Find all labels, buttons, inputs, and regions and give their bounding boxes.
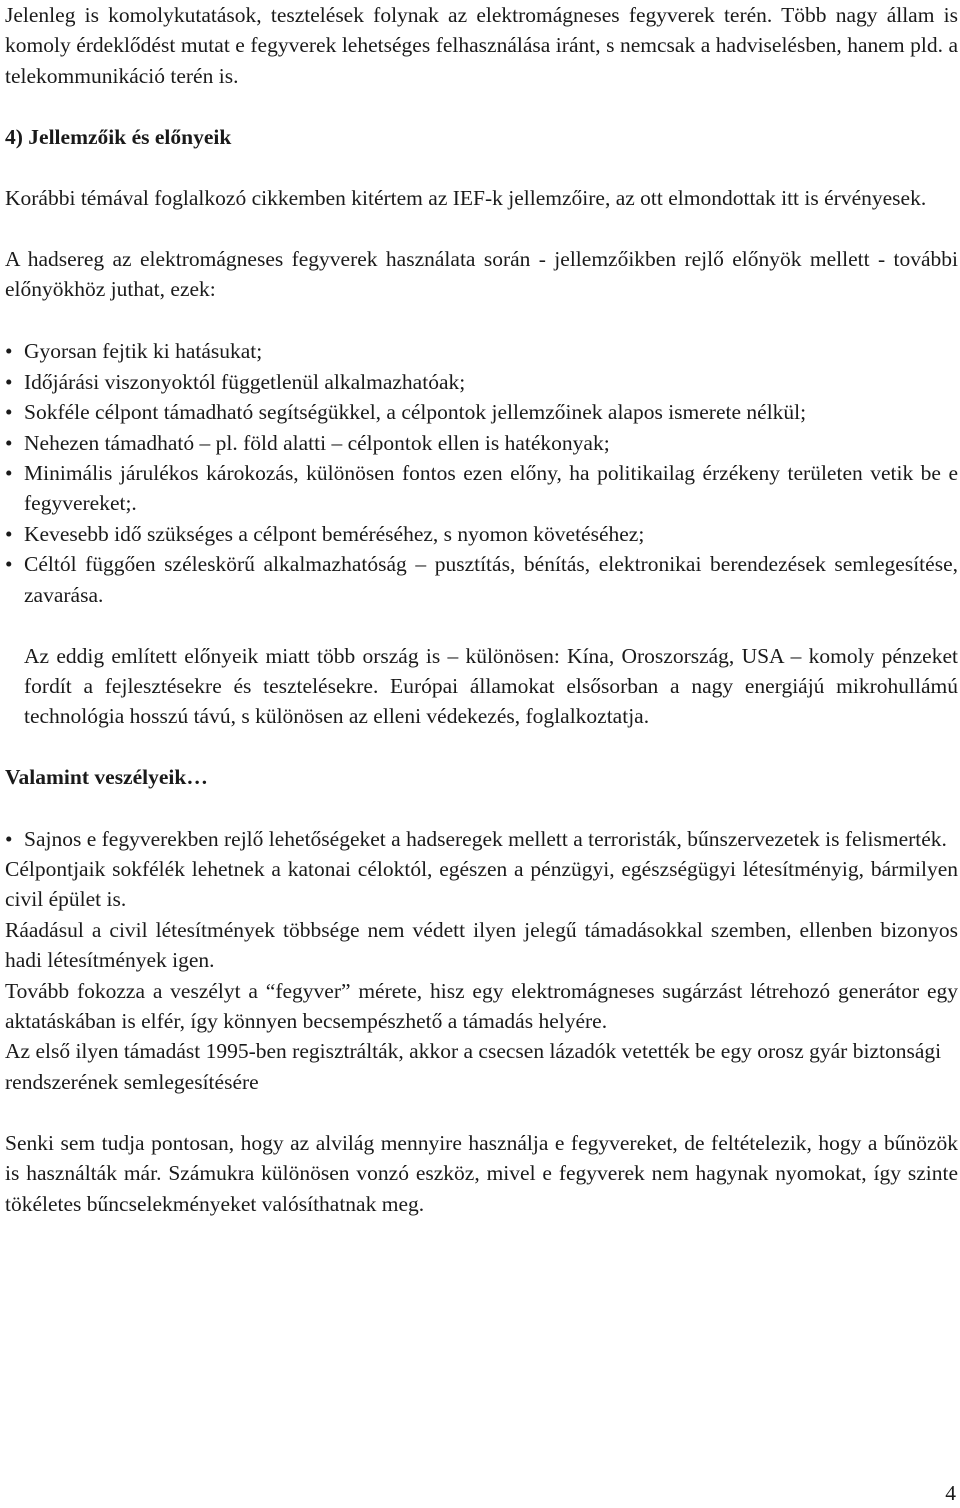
list-item-text: Időjárási viszonyoktól függetlenül alkalmazhatóak; <box>24 369 466 394</box>
section-heading-advantages: 4) Jellemzőik és előnyeik <box>5 124 232 149</box>
bullet-icon: • <box>5 369 13 394</box>
list-item-text: Kevesebb idő szükséges a célpont beméréséhez, s nyomon követéséhez; <box>24 521 645 546</box>
list-item-text: Sajnos e fegyverekben rejlő lehetőségeket a hadseregek mellett a terroristák, bűnszervezetek is felismerték. <box>24 826 947 851</box>
list-item-text: Minimális járulékos károkozás, különösen fontos ezen előny, ha politikailag érzékeny területen vetik be e fegyvereket;. <box>24 460 958 516</box>
bullet-icon: • <box>5 521 13 546</box>
document-page <box>5 0 958 1219</box>
list-item <box>5 336 958 366</box>
list-item-text: Céltól függően széleskörű alkalmazhatóság – pusztítás, bénítás, elektronikai berendezések semlegesítése, zavarása. <box>24 552 958 607</box>
list-item <box>5 519 958 549</box>
list-item-text: Sokféle célpont támadható segítségükkel, a célpontok jellemzőinek alapos ismerete nélkül; <box>24 400 807 425</box>
bullet-icon: • <box>5 552 13 577</box>
closing-paragraph: Senki sem tudja pontosan, hogy az alvilág mennyire használja e fegyvereket, de feltételezik, hogy a bűnözök is használták már. Számukra különösen vonzó eszköz, mivel e fegyverek nem hagynak nyomokat, így szinte tökéletes bűncselekményeket valósíthatnak meg. <box>5 1130 958 1216</box>
intro-paragraph: Jelenleg is komolykutatások, tesztelések folynak az elektromágneses fegyverek terén. Több nagy állam is komoly érdeklődést mutat e fegyverek lehetséges felhasználása iránt, s nemcsak a hadviselésben, hanem pld. a telekommunikáció terén is. <box>5 3 958 88</box>
list-item-text: Gyorsan fejtik ki hatásukat; <box>24 339 263 364</box>
targets-paragraph: Célpontjaik sokfélék lehetnek a katonai céloktól, egészen a pénzügyi, egészségügyi létesítményig, bármilyen civil épület is. <box>5 857 958 912</box>
list-item-text: Nehezen támadható – pl. föld alatti – célpontok ellen is hatékonyak; <box>24 430 610 455</box>
advantages-list <box>5 336 958 610</box>
weapon-size-paragraph: Tovább fokozza a veszélyt a “fegyver” mérete, hisz egy elektromágneses sugárzást létrehozó generátor egy aktatáskában is elfér, így könnyen becsempészhető a támadás helyére. <box>5 978 958 1034</box>
civil-facilities-paragraph: Ráadásul a civil létesítmények többsége nem védett ilyen jelegű támadásokkal szemben, ellenben bizonyos hadi létesítmények igen. <box>5 917 958 973</box>
list-item <box>5 458 958 519</box>
page-number: 4 <box>945 1481 956 1505</box>
advantages-lead-paragraph: A hadsereg az elektromágneses fegyverek használata során - jellemzőikben rejlő előnyök mellett - további előnyökhöz juthat, ezek: <box>5 246 958 301</box>
dangers-list <box>5 824 958 854</box>
bullet-icon: • <box>5 339 13 364</box>
first-attack-paragraph: Az első ilyen támadást 1995-ben regisztrálták, akkor a csecsen lázadók vetették be egy orosz gyár biztonsági rendszerének semlegesítésére <box>5 1039 942 1094</box>
section-heading-dangers: Valamint veszélyeik… <box>5 765 208 790</box>
list-item <box>5 428 958 458</box>
list-item <box>5 397 958 427</box>
bullet-icon: • <box>5 460 13 485</box>
bullet-icon: • <box>5 430 13 455</box>
bullet-icon: • <box>5 400 13 425</box>
list-item <box>5 824 958 854</box>
advantages-intro-paragraph: Korábbi témával foglalkozó cikkemben kitértem az IEF-k jellemzőire, az ott elmondottak itt is érvényesek. <box>5 185 927 210</box>
bullet-icon: • <box>5 826 13 851</box>
countries-paragraph: Az eddig említett előnyeik miatt több ország is – különösen: Kína, Oroszország, USA – komoly pénzeket fordít a fejlesztésekre és tesztelésekre. Európai államokat elsősorban a nagy energiájú mikrohullámú technológia hosszú távú, s különösen az elleni védekezés, foglalkoztatja. <box>24 643 958 729</box>
list-item <box>5 367 958 397</box>
list-item <box>5 549 958 610</box>
